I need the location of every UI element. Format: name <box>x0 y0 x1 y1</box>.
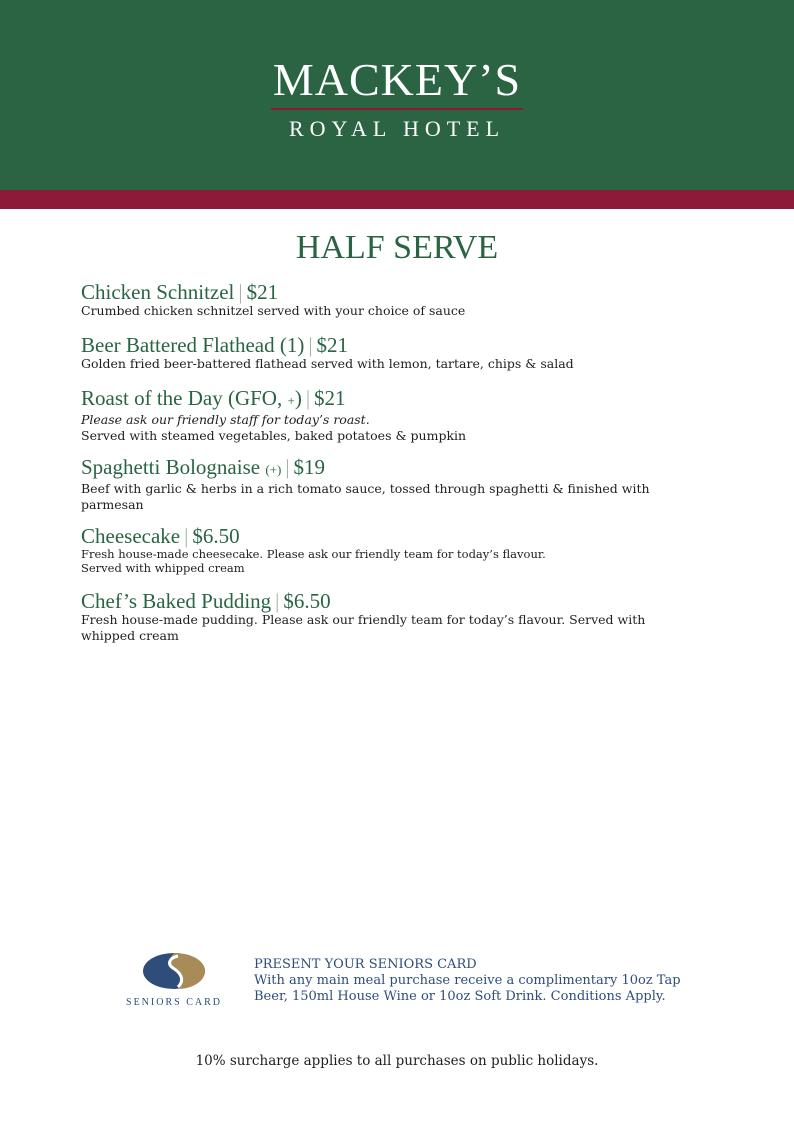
menu-item-name: Cheesecake <box>81 524 181 548</box>
menu-item-tag: (+) <box>265 462 282 477</box>
menu-item-name-end: ) <box>294 386 302 410</box>
price-separator: | <box>308 333 313 357</box>
menu-item-price: $21 <box>246 280 279 304</box>
menu-item-description: Golden fried beer-battered flathead served with lemon, tartare, chips & salad <box>81 356 574 371</box>
menu-item-price: $6.50 <box>283 589 331 613</box>
seniors-card-line: With any main meal purchase receive a complimentary 10oz Tap <box>254 973 681 988</box>
menu-item <box>81 334 701 372</box>
menu-item-title <box>81 387 701 412</box>
menu-item <box>81 456 701 513</box>
seniors-card-emblem-icon <box>115 950 233 1010</box>
seniors-card-logo-text: SENIORS CARD <box>126 997 222 1008</box>
menu-item-price: $21 <box>316 333 349 357</box>
price-separator: | <box>285 455 290 479</box>
menu-item-description: Fresh house-made cheesecake. Please ask our friendly team for today’s flavour. <box>81 547 546 561</box>
seniors-card-logo <box>115 950 233 1010</box>
menu-item-description: Served with steamed vegetables, baked potatoes & pumpkin <box>81 428 467 443</box>
menu-item-name: Beer Battered Flathead (1) <box>81 333 305 357</box>
menu-item-title <box>81 281 701 303</box>
logo-name: MACKEY’S <box>272 54 522 105</box>
menu-item-name: Chef’s Baked Pudding <box>81 589 272 613</box>
menu-item-name: Spaghetti Bolognaise <box>81 455 261 479</box>
menu-item-price: $6.50 <box>192 524 240 548</box>
menu-item <box>81 281 701 319</box>
menu-item <box>81 387 701 444</box>
menu-item-tag: + <box>287 393 295 408</box>
menu-item-price: $19 <box>293 455 326 479</box>
menu-item-description: Fresh house-made pudding. Please ask our friendly team for today’s flavour. Served with <box>81 612 646 627</box>
hotel-logo <box>0 56 794 142</box>
menu-item-title <box>81 525 701 547</box>
surcharge-notice: 10% surcharge applies to all purchases on public holidays. <box>195 1053 599 1069</box>
price-separator: | <box>305 386 311 410</box>
menu-item-description: Served with whipped cream <box>81 561 245 575</box>
menu-item-title <box>81 334 701 356</box>
menu-item-name: Roast of the Day (GFO, <box>81 386 283 410</box>
header-stripe <box>0 190 794 209</box>
menu-item-note: Please ask our friendly staff for today’s roast. <box>81 412 370 427</box>
menu-item-name: Chicken Schnitzel <box>81 280 235 304</box>
logo-divider <box>271 108 523 110</box>
section-title: HALF SERVE <box>295 229 499 266</box>
menu-item-description: whipped cream <box>81 628 179 643</box>
menu-item-description: Beef with garlic & herbs in a rich tomato sauce, tossed through spaghetti & finished with <box>81 481 650 496</box>
menu-item-description: Crumbed chicken schnitzel served with your choice of sauce <box>81 303 466 318</box>
price-separator: | <box>238 280 243 304</box>
price-separator: | <box>275 589 280 613</box>
menu-item <box>81 525 701 575</box>
menu-item-price: $21 <box>314 386 346 410</box>
price-separator: | <box>184 524 189 548</box>
logo-subtitle: ROYAL HOTEL <box>288 116 506 141</box>
menu-item-title <box>81 590 701 612</box>
seniors-card-line: Beer, 150ml House Wine or 10oz Soft Drink. Conditions Apply. <box>254 989 666 1004</box>
menu-item-title <box>81 456 701 481</box>
seniors-card-offer <box>254 957 714 1005</box>
menu-item-description: parmesan <box>81 497 144 512</box>
menu-item <box>81 590 701 644</box>
seniors-card-heading: PRESENT YOUR SENIORS CARD <box>254 957 477 972</box>
